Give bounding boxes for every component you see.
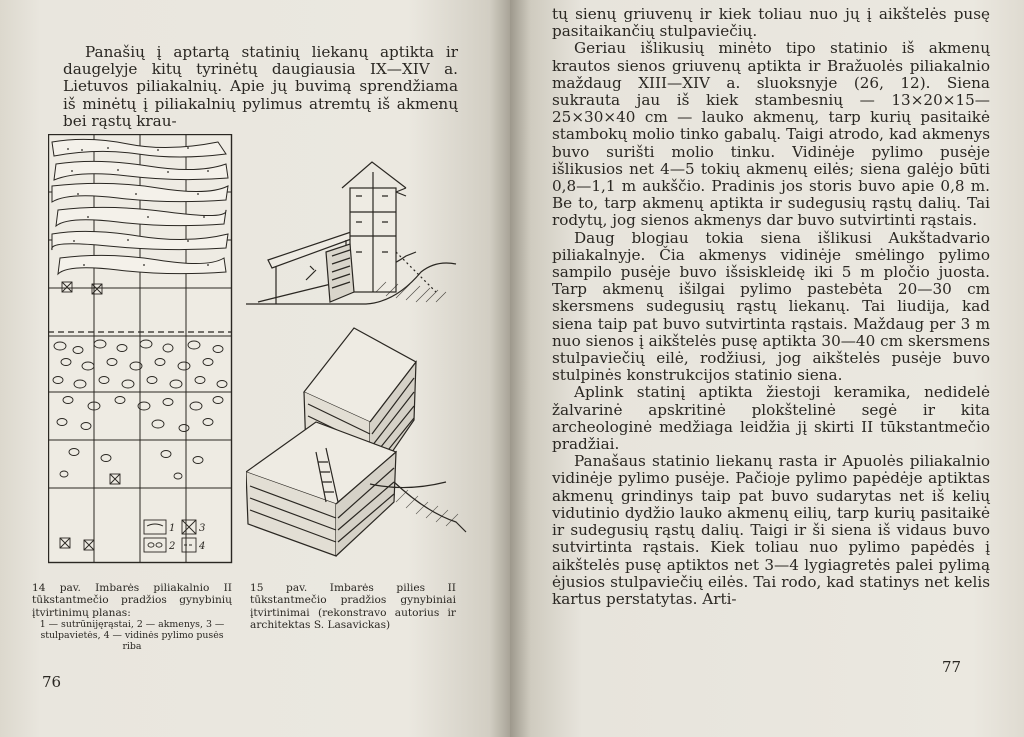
right-paragraph-4: Aplink statinį aptikta žiestoji keramika, nedidelė žalvarinė apskritinė plokštelinė segė ir kita archeologinė medžiaga leidžia jį skirti II tūkstantmečio pradžiai. [552, 383, 990, 454]
figure-14-legend: 1 — sutrūnijęrąstai, 2 — akmenys, 3 — stulpavietės, 4 — vidinės pylimo pusės riba [39, 619, 225, 653]
legend-num-3: 3 [199, 523, 206, 534]
legend-num-1: 1 [169, 523, 176, 534]
figure-14-caption: 14 pav. Imbarės piliakalnio II tūkstantmečio pradžios gynybinių įtvirtinimų planas: [32, 582, 232, 619]
page-number-left: 76 [42, 673, 62, 691]
right-text-column [552, 6, 990, 608]
left-page [0, 0, 510, 737]
figure-15-caption: 15 pav. Imbarės pilies II tūkstantmečio pradžios gynybiniai įtvirtinimai (rekonstravo autorius ir architektas S. Lasavickas) [250, 582, 456, 632]
right-paragraph-3: Daug blogiau tokia siena išlikusi Aukštadvario piliakalnyje. Čia akmenys vidinėje smėlingo pylimo sampilo pusėje buvo išsiskleidę iki 5 m pločio juosta. Tarp akmenų išilgai pylimo pastebėta 20—30 cm skersmens sudegusių rąstų liekanų. Tai liudija, kad siena taip pat buvo sutvirtinta rąstais. Maždaug per 3 m nuo sienos į aikštelės pusę aptikta 30—40 cm skersmens stulpaviečių eilė, rodžiusi, jog aikštelės pusėje buvo stulpinės konstrukcijos statinio siena. [552, 228, 990, 385]
left-paragraph: Panašių į aptartą statinių liekanų aptikta ir daugelyje kitų tyrinėtų daugiausia IX—XIV a. Lietuvos piliakalnių. Apie jų buvimą sprendžiama iš minėtų į piliakalnių pylimus atremtų iš akmenų bei rąstų krau- [63, 43, 458, 130]
figure-15-reconstruction [246, 152, 468, 572]
right-paragraph-2: Geriau išlikusių minėto tipo statinio iš akmenų krautos sienos griuvenų aptikta ir Bražuolės piliakalnio maždaug XIII—XIV a. sluoksnyje (26, 12). Siena sukrauta jau iš kiek stambesnių — 13×20×15—25×30×40 cm — lauko akmenų, tarp kurių pasitaikė stambokų molio tinko gabalų. Taigi atrodo, kad akmenys buvo surišti molio tinku. Vidinėje pylimo pusėje išlikusios net 4—5 tokių akmenų eilės; siena galėjo būti 0,8—1,1 m aukščio. Pradinis jos storis buvo apie 0,8 m. Be to, tarp akmenų aptikta ir sudegusių rąstų dalių. Tai rodytų, jog sienos akmenys dar buvo sutvirtinti rąstais. [552, 39, 990, 230]
figure-14-plan [48, 134, 234, 564]
right-page [510, 0, 1024, 737]
right-paragraph-1: tų sienų griuvenų ir kiek toliau nuo jų į aikštelės pusę pasitaikančių stulpaviečių. [552, 5, 990, 41]
legend-num-2: 2 [169, 541, 176, 552]
page-number-right: 77 [942, 658, 962, 676]
legend-num-4: 4 [199, 541, 206, 552]
figure-14-caption-block [32, 582, 232, 652]
right-paragraph-5: Panašaus statinio liekanų rasta ir Apuolės piliakalnio vidinėje pylimo pusėje. Pačioje pylimo papėdėje aptiktas akmenų grindinys taip pat buvo sudarytas net iš kelių vidutinio dydžio lauko akmenų eilių, tarp kurių pasitaikė ir sudegusių rąstų dalių. Taigi ir ši siena iš vidaus buvo sutvirtinta rąstais. Kiek toliau nuo pylimo papėdės į aikštelės pusę aptiktos net 3—4 lygiagretės palei pylimą ėjusios stulpaviečių eilės. Tai rodo, kad statinys net kelis kartus perstatytas. Arti- [552, 452, 990, 608]
